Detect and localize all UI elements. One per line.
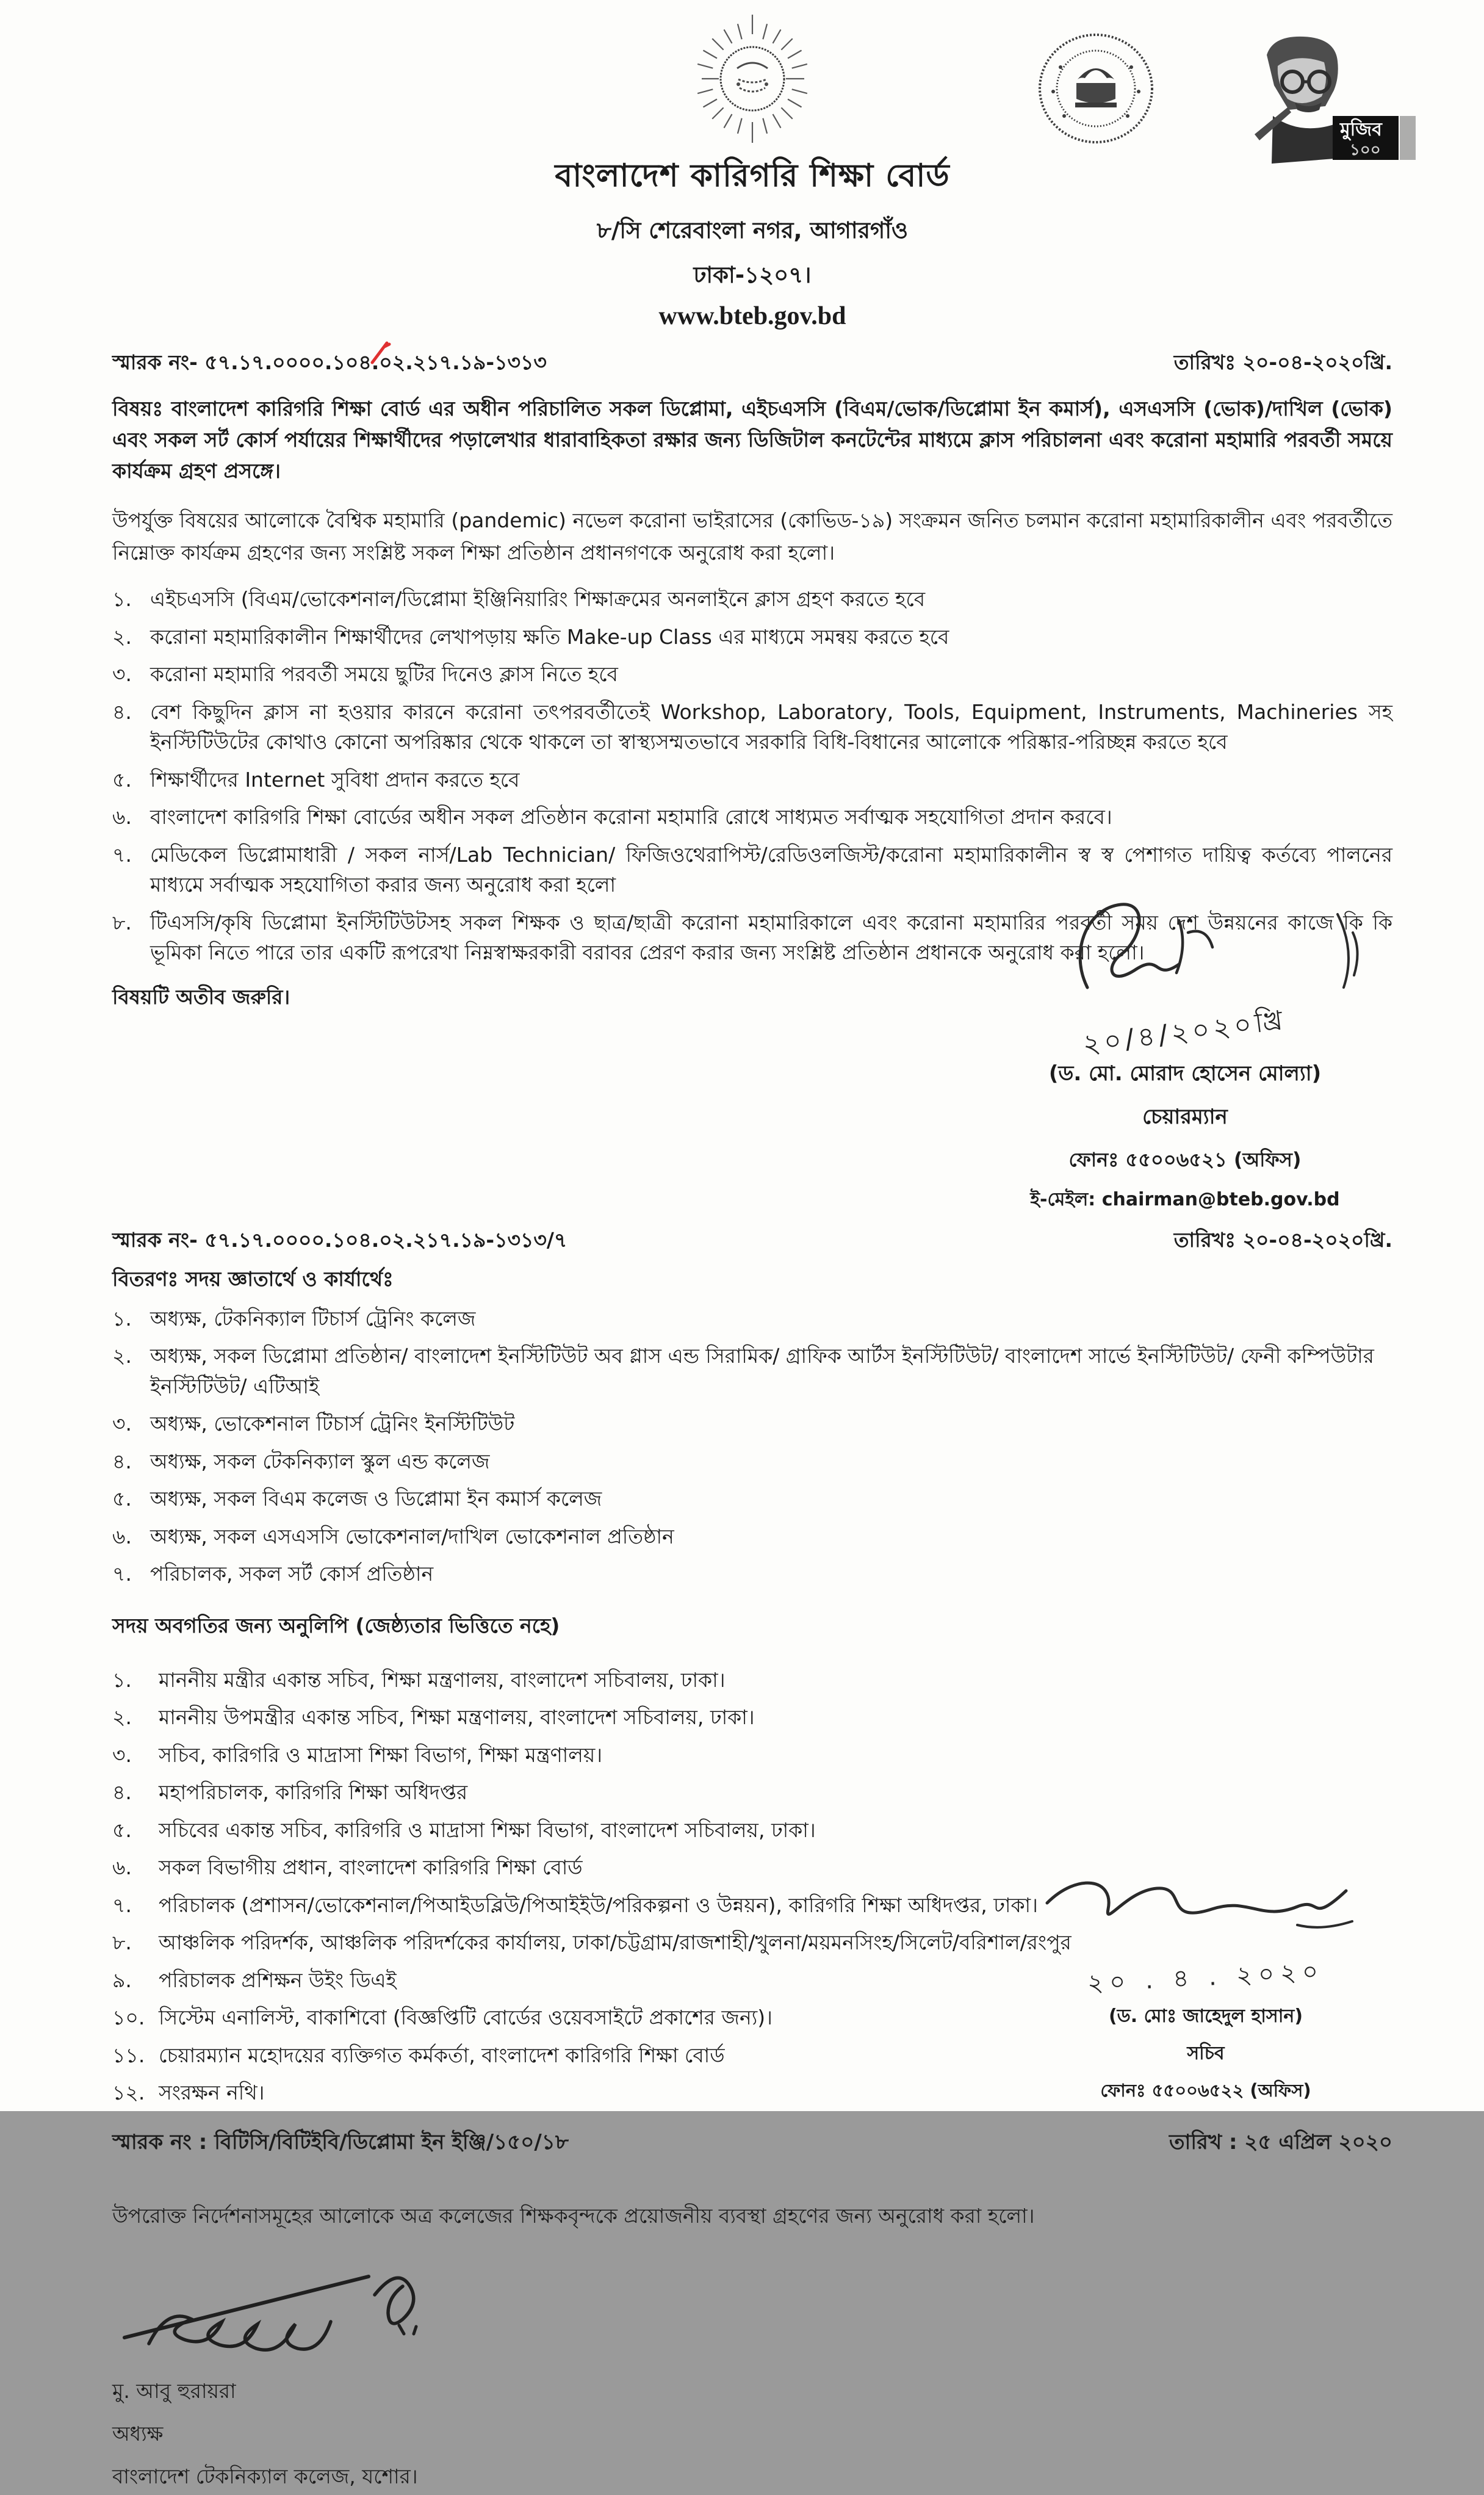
directive-number: ৪.: [112, 699, 132, 724]
directive-text: করোনা মহামারি পরবর্তী সময়ে ছুটির দিনেও ক্লাস নিতে হবে: [150, 662, 618, 687]
cc-text: পরিচালক (প্রশাসন/ভোকেশনাল/পিআইডব্লিউ/পিআইইউ/পরিকল্পনা ও উন্নয়ন), কারিগরি শিক্ষা অধিদপ্তর, ঢাকা।: [159, 1893, 1038, 1917]
cc-item: [112, 2078, 1186, 2108]
memo1-date: তারিখঃ ২০-০৪-২০২০খ্রি.: [1173, 350, 1392, 374]
cc-text: সচিবের একান্ত সচিব, কারিগরি ও মাদ্রাসা শিক্ষা বিভাগ, বাংলাদেশ সচিবালয়, ঢাকা।: [159, 1818, 816, 1842]
memo2-number: স্মারক নং- ৫৭.১৭.০০০০.১০৪.০২.২১৭.১৯-১৩১৩/৭: [112, 1227, 567, 1252]
cc-text: সকল বিভাগীয় প্রধান, বাংলাদেশ কারিগরি শিক্ষা বোর্ড: [159, 1855, 583, 1880]
secretary-handwritten-date: ২০ . ৪ . ২০২০: [1086, 1957, 1325, 1998]
distribution-number: ৬.: [112, 1524, 132, 1548]
distribution-number: ১.: [112, 1306, 132, 1331]
cc-list: [112, 1665, 1186, 2108]
distribution-text: অধ্যক্ষ, ভোকেশনাল টিচার্স ট্রেনিং ইনস্টিটিউট: [150, 1412, 515, 1436]
cc-number: ১০.: [112, 2006, 145, 2030]
directive-item: [112, 659, 1392, 690]
cc-item: [112, 1927, 1186, 1958]
cc-item: [112, 1740, 1186, 1771]
directive-text: বেশ কিছুদিন ক্লাস না হওয়ার কারনে করোনা তৎপরবর্তীতেই Workshop, Laboratory, Tools, Equipment, Instruments, Machineries সহ ইনস্টিটিউটের কোথাও কোনো অপরিষ্কার থেকে থাকলে তা স্বাস্থ্যসম্মতভাবে সরকারি বিধি-বিধানের আলোকে পরিষ্কার-পরিচ্ছন্ন করতে হবে: [150, 699, 1392, 754]
distribution-item: [112, 1341, 1392, 1401]
principal-name: মু. আবু হুরায়রা: [112, 2378, 236, 2403]
cc-item: [112, 1965, 1186, 1996]
directive-item: [112, 802, 1392, 832]
directive-text: শিক্ষার্থীদের Internet সুবিধা প্রদান করতে হবে: [150, 767, 520, 792]
cc-text: সিস্টেম এনালিস্ট, বাকাশিবো (বিজ্ঞপ্তিটি বোর্ডের ওয়েবসাইটে প্রকাশের জন্য)।: [159, 2006, 773, 2030]
cc-number: ২.: [112, 1705, 132, 1730]
distribution-text: অধ্যক্ষ, সকল বিএম কলেজ ও ডিপ্লোমা ইন কমার্স কলেজ: [150, 1487, 602, 1511]
cc-item: [112, 2002, 1186, 2033]
header-right-logos: [1035, 31, 1419, 186]
chairman-handwritten-date: ২০/৪/২০২০খ্রি: [1081, 1004, 1289, 1060]
cc-number: ৫.: [112, 1818, 132, 1842]
cc-text: মাননীয় উপমন্ত্রীর একান্ত সচিব, শিক্ষা মন্ত্রণালয়, বাংলাদেশ সচিবালয়, ঢাকা।: [159, 1705, 755, 1730]
secretary-name: (ড. মোঃ জাহেদুল হাসান): [1108, 2005, 1303, 2027]
distribution-text: অধ্যক্ষ, সকল এসএসসি ভোকেশনাল/দাখিল ভোকেশনাল প্রতিষ্ঠান: [150, 1524, 674, 1548]
cc-item: [112, 2040, 1186, 2071]
chairman-phone: ফোনঃ ৫৫০০৬৫২১ (অফিস): [1068, 1147, 1302, 1171]
cc-number: ৬.: [112, 1855, 132, 1880]
directive-number: ১.: [112, 587, 132, 612]
directive-number: ২.: [112, 624, 132, 649]
principal-signature-block: [112, 2252, 1392, 2495]
cc-item: [112, 1702, 1186, 1733]
org-address-line1: ৮/সি শেরেবাংলা নগর, আগারগাঁও: [596, 217, 909, 244]
directive-item: [112, 765, 1392, 795]
cc-heading: সদয় অবগতির জন্য অনুলিপি (জেষ্ঠ্যতার ভিত্তিতে নহে): [112, 1613, 560, 1637]
cc-item: [112, 1665, 1186, 1695]
letterhead: [112, 13, 1392, 331]
distribution-number: ৭.: [112, 1562, 132, 1586]
bteb-starburst-seal-icon: [694, 13, 810, 147]
distribution-text: অধ্যক্ষ, টেকনিক্যাল টিচার্স ট্রেনিং কলেজ: [150, 1306, 476, 1331]
directive-item: [112, 584, 1392, 615]
cc-number: ৩.: [112, 1742, 132, 1767]
chairman-signature: [996, 896, 1374, 1012]
cc-text: চেয়ারম্যান মহোদয়ের ব্যক্তিগত কর্মকর্তা, বাংলাদেশ কারিগরি শিক্ষা বোর্ড: [159, 2043, 725, 2067]
directive-item: [112, 697, 1392, 757]
distribution-number: ৩.: [112, 1412, 132, 1436]
memo1-number: স্মারক নং- ৫৭.১৭.০০০০.১০৪.০২.২১৭.১৯-১৩১৩: [112, 347, 547, 381]
distribution-item: [112, 1559, 1392, 1589]
distribution-item: [112, 1484, 1392, 1514]
directive-text: এইচএসসি (বিএম/ভোকেশনাল/ডিপ্লোমা ইঞ্জিনিয়ারিং শিক্ষাক্রমের অনলাইনে ক্লাস গ্রহণ করতে হবে: [150, 587, 926, 612]
distribution-number: ২.: [112, 1344, 132, 1368]
directive-text: মেডিকেল ডিপ্লোমাধারী / সকল নার্স/Lab Technician/ ফিজিওথেরাপিস্ট/রেডিওলজিস্ট/করোনা মহামারিকালীন স্ব স্ব পেশাগত দায়িত্ব কর্তব্যে পালনের মাধ্যমে সর্বাত্মক সহযোগিতা করার জন্য অনুরোধ করা হলো: [150, 842, 1392, 897]
distribution-heading: বিতরণঃ সদয় জ্ঞাতার্থে ও কার্যার্থেঃ: [112, 1266, 394, 1291]
cc-text: আঞ্চলিক পরিদর্শক, আঞ্চলিক পরিদর্শকের কার্যালয়, ঢাকা/চট্টগ্রাম/রাজশাহী/খুলনা/ময়মনসিংহ/সিলেট/বরিশাল/রংপুর: [159, 1930, 1072, 1955]
directive-number: ৭.: [112, 842, 132, 867]
cc-number: ১.: [112, 1667, 132, 1692]
principal-signature: [112, 2252, 454, 2362]
memo3-row: [112, 2126, 1392, 2161]
institute-round-seal-icon: [1035, 31, 1157, 149]
cc-number: ৮.: [112, 1930, 132, 1955]
urgent-note: বিষয়টি অতীব জরুরি।: [112, 984, 290, 1009]
cc-number: ১২.: [112, 2081, 145, 2105]
directive-text: করোনা মহামারিকালীন শিক্ষার্থীদের লেখাপড়ায় ক্ষতি Make-up Class এর মাধ্যমে সমন্বয় করতে হবে: [150, 624, 949, 649]
distribution-item: [112, 1446, 1392, 1477]
cc-item: [112, 1890, 1186, 1921]
memo3-date: তারিখ : ২৫ এপ্রিল ২০২০: [1169, 2129, 1392, 2154]
directive-number: ৮.: [112, 910, 132, 934]
directive-text: বাংলাদেশ কারিগরি শিক্ষা বোর্ডের অধীন সকল প্রতিষ্ঠান করোনা মহামারি রোধে সাধ্যমত সর্বাত্মক সহযোগিতা প্রদান করবে।: [150, 805, 1112, 829]
cc-number: ৪.: [112, 1780, 132, 1805]
closing-paragraph: উপরোক্ত নির্দেশনাসমূহের আলোকে অত্র কলেজের শিক্ষকবৃন্দকে প্রয়োজনীয় ব্যবস্থা গ্রহণের জন্য অনুরোধ করা হলো।: [112, 2203, 1035, 2228]
distribution-text: পরিচালক, সকল সর্ট কোর্স প্রতিষ্ঠান: [150, 1562, 434, 1586]
distribution-list: [112, 1304, 1392, 1589]
cc-number: ১১.: [112, 2043, 145, 2067]
cc-text: সচিব, কারিগরি ও মাদ্রাসা শিক্ষা বিভাগ, শিক্ষা মন্ত্রণালয়।: [159, 1742, 603, 1767]
chairman-signature-block: [978, 896, 1392, 1216]
directive-text: টিএসসি/কৃষি ডিপ্লোমা ইনস্টিটিউটসহ সকল শিক্ষক ও ছাত্র/ছাত্রী করোনা মহামারিকালে এবং করোনা মহামারির পরবর্তী সময় দেশ উন্নয়নের কাজে কি কি ভূমিকা নিতে পারে তার একটি রূপরেখা নিম্নস্বাক্ষরকারী বরাবর প্রেরণ করার জন্য সংশ্লিষ্ট প্রতিষ্ঠান প্রধানকে অনুরোধ করা হলো।: [150, 910, 1392, 965]
chairman-name: (ড. মো. মোরাদ হোসেন মোল্যা): [1048, 1061, 1322, 1086]
secretary-role: সচিব: [1187, 2042, 1225, 2064]
chairman-email: ই-মেইল: chairman@bteb.gov.bd: [1030, 1188, 1340, 1210]
distribution-text: অধ্যক্ষ, সকল টেকনিক্যাল স্কুল এন্ড কলেজ: [150, 1449, 490, 1473]
directive-number: ৫.: [112, 767, 132, 792]
org-website: www.bteb.gov.bd: [658, 302, 846, 330]
principal-org: বাংলাদেশ টেকনিক্যাল কলেজ, যশোর।: [112, 2464, 418, 2488]
distribution-text: অধ্যক্ষ, সকল ডিপ্লোমা প্রতিষ্ঠান/ বাংলাদেশ ইনস্টিটিউট অব গ্লাস এন্ড সিরামিক/ গ্রাফিক আর্টস ইনস্টিটিউট/ বাংলাদেশ সার্ভে ইনস্টিটিউট/ ফেনী কম্পিউটার ইনস্টিটিউট/ এটিআই: [150, 1344, 1374, 1398]
secretary-signature-block: [1035, 1866, 1377, 2107]
cc-number: ৯.: [112, 1968, 132, 1992]
subject-paragraph: বিষয়ঃ বাংলাদেশ কারিগরি শিক্ষা বোর্ড এর অধীন পরিচালিত সকল ডিপ্লোমা, এইচএসসি (বিএম/ভোক/ডিপ্লোমা ইন কমার্স), এসএসসি (ভোক)/দাখিল (ভোক) এবং সকল সর্ট কোর্স পর্যায়ের শিক্ষার্থীদের পড়ালেখার ধারাবাহিকতা রক্ষার জন্য ডিজিটাল কনটেন্টের মাধ্যমে ক্লাস পরিচালনা এবং করোনা মহামারি পরবর্তী সময়ে কার্যক্রম গ্রহণ প্রসঙ্গে।: [112, 397, 1392, 483]
principal-role: অধ্যক্ষ: [112, 2421, 164, 2446]
cc-text: মহাপরিচালক, কারিগরি শিক্ষা অধিদপ্তর: [159, 1780, 468, 1805]
cc-item: [112, 1815, 1186, 1846]
distribution-number: ৫.: [112, 1487, 132, 1511]
distribution-item: [112, 1522, 1392, 1552]
directive-number: ৬.: [112, 805, 132, 829]
distribution-item: [112, 1409, 1392, 1439]
distribution-item: [112, 1304, 1392, 1334]
distribution-number: ৪.: [112, 1449, 132, 1473]
directive-item: [112, 622, 1392, 652]
cc-text: মাননীয় মন্ত্রীর একান্ত সচিব, শিক্ষা মন্ত্রণালয়, বাংলাদেশ সচিবালয়, ঢাকা।: [159, 1667, 726, 1692]
mujib-logo-100: ১০০: [1350, 141, 1381, 159]
cc-item: [112, 1777, 1186, 1808]
org-name: বাংলাদেশ কারিগরি শিক্ষা বোর্ড: [555, 157, 950, 194]
org-address-line2: ঢাকা-১২০৭।: [693, 262, 812, 288]
memo2-date: তারিখঃ ২০-০৪-২০২০খ্রি.: [1173, 1227, 1392, 1252]
directive-item: [112, 840, 1392, 900]
cc-text: পরিচালক প্রশিক্ষন উইং ডিএই: [159, 1968, 397, 1992]
secretary-signature: [1041, 1866, 1371, 1958]
cc-number: ৭.: [112, 1893, 132, 1917]
directive-number: ৩.: [112, 662, 132, 687]
cc-text: সংরক্ষন নথি।: [159, 2081, 265, 2105]
chairman-role: চেয়ারম্যান: [1142, 1104, 1228, 1129]
memo2-row: [112, 1224, 1392, 1258]
memo3-number: স্মারক নং : বিটিসি/বিটিইবি/ডিপ্লোমা ইন ইঞ্জি/১৫০/১৮: [112, 2129, 569, 2154]
memo1-row: [112, 347, 1392, 381]
mujib-logo-text: মুজিব: [1340, 119, 1382, 140]
mujib-100-logo: [1230, 31, 1419, 186]
secretary-phone: ফোনঃ ৫৫০০৬৫২২ (অফিস): [1100, 2079, 1311, 2101]
intro-paragraph: উপর্যুক্ত বিষয়ের আলোকে বৈশ্বিক মহামারি (pandemic) নভেল করোনা ভাইরাসের (কোভিড-১৯) সংক্রমন জনিত চলমান করোনা মহামারিকালীন এবং পরবর্তীতে নিম্নোক্ত কার্যক্রম গ্রহণের জন্য সংশ্লিষ্ট সকল শিক্ষা প্রতিষ্ঠান প্রধানগণকে অনুরোধ করা হলো।: [112, 508, 1392, 565]
cc-item: [112, 1852, 1186, 1883]
